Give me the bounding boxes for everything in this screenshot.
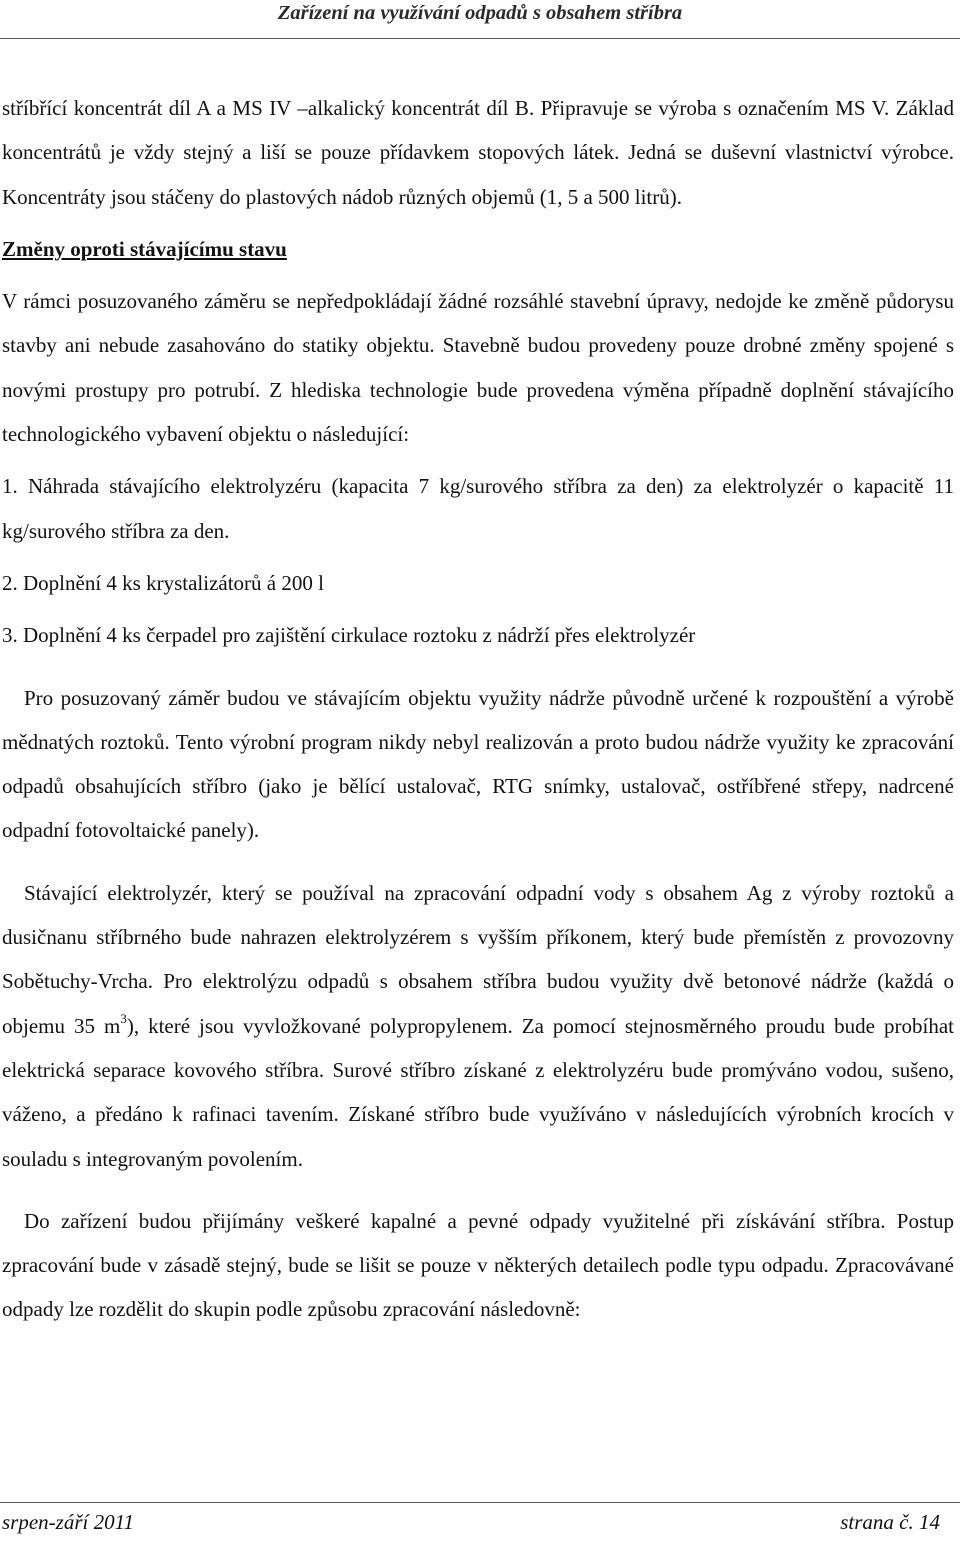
paragraph-changes: V rámci posuzovaného záměru se nepředpokládají žádné rozsáhlé stavební úpravy, nedojde ke změně půdorysu stavby ani nebude zasahováno do statiky objektu. Stavebně budou provedeny pouze drobné změny spojené s novými prostupy pro potrubí. Z hlediska technologie bude provedena výměna případně doplnění stávajícího technologického vybavení objektu o následující: [2, 289, 954, 447]
list-item-1: 1. Náhrada stávajícího elektrolyzéru (kapacita 7 kg/surového stříbra za den) za elektrolyzér o kapacitě 11 kg/surového stříbra za den. [2, 474, 954, 543]
header-divider [0, 38, 960, 39]
electrolyzer-text-a: Stávající elektrolyzér, který se používal na zpracování odpadní vody s obsahem Ag z výroby roztoků a dusičnanu stříbrného bude nahrazen elektrolyzérem s vyšším příkonem, který bude přemístěn z provozovny Sobětuchy-Vrcha. Pro elektrolýzu odpadů s obsahem stříbra budou využity dvě betonové nádrže (každá o objemu 35 m [2, 880, 954, 1038]
list-item-2: 2. Doplnění 4 ks krystalizátorů á 200 l [2, 570, 324, 595]
paragraph-intro: stříbřící koncentrát díl A a MS IV –alkalický koncentrát díl B. Připravuje se výroba s označením MS V. Základ koncentrátů je vždy stejný a liší se pouze přídavkem stopových látek. Jedná se duševní vlastnictví výrobce. Koncentráty jsou stáčeny do plastových nádob různých objemů (1, 5 a 500 litrů). [2, 96, 954, 209]
page-number: strana č. 14 [840, 1510, 940, 1534]
running-header: Zařízení na využívání odpadů s obsahem stříbra [277, 2, 683, 24]
electrolyzer-text-b: ), které jsou vyvložkované polypropylenem. Za pomocí stejnosměrného proudu bude probíhat elektrická separace kovového stříbra. Surové stříbro získané z elektrolyzéru bude promýváno vodou, sušeno, váženo, a předáno k rafinaci tavením. Získané stříbro bude využíváno v následujících výrobních krocích v souladu s integrovaným povolením. [2, 1013, 954, 1171]
document-body [2, 86, 954, 1332]
paragraph-waste-acceptance: Do zařízení budou přijímány veškeré kapalné a pevné odpady využitelné při získávání stříbra. Postup zpracování bude v zásadě stejný, bude se lišit se pouze v některých detailech podle typu odpadu. Zpracovávané odpady lze rozdělit do skupin podle způsobu zpracování následovně: [2, 1208, 954, 1322]
footer-divider [0, 1502, 960, 1503]
list-item-3: 3. Doplnění 4 ks čerpadel pro zajištění cirkulace roztoku z nádrží přes elektrolyzér [2, 623, 696, 648]
superscript-3: 3 [120, 1010, 127, 1026]
page-footer [2, 1510, 940, 1535]
paragraph-tanks: Pro posuzovaný záměr budou ve stávajícím objektu využity nádrže původně určené k rozpouštění a výrobě mědnatých roztoků. Tento výrobní program nikdy nebyl realizován a proto budou nádrže využity ke zpracování odpadů obsahujících stříbro (jako je bělící ustalovač, RTG snímky, ustalovač, ostříbřené střepy, nadrcené odpadní fotovoltaické panely). [2, 685, 954, 843]
footer-date: srpen-září 2011 [2, 1510, 135, 1534]
section-heading: Změny oproti stávajícímu stavu [2, 236, 287, 261]
paragraph-electrolyzer [2, 871, 954, 1181]
